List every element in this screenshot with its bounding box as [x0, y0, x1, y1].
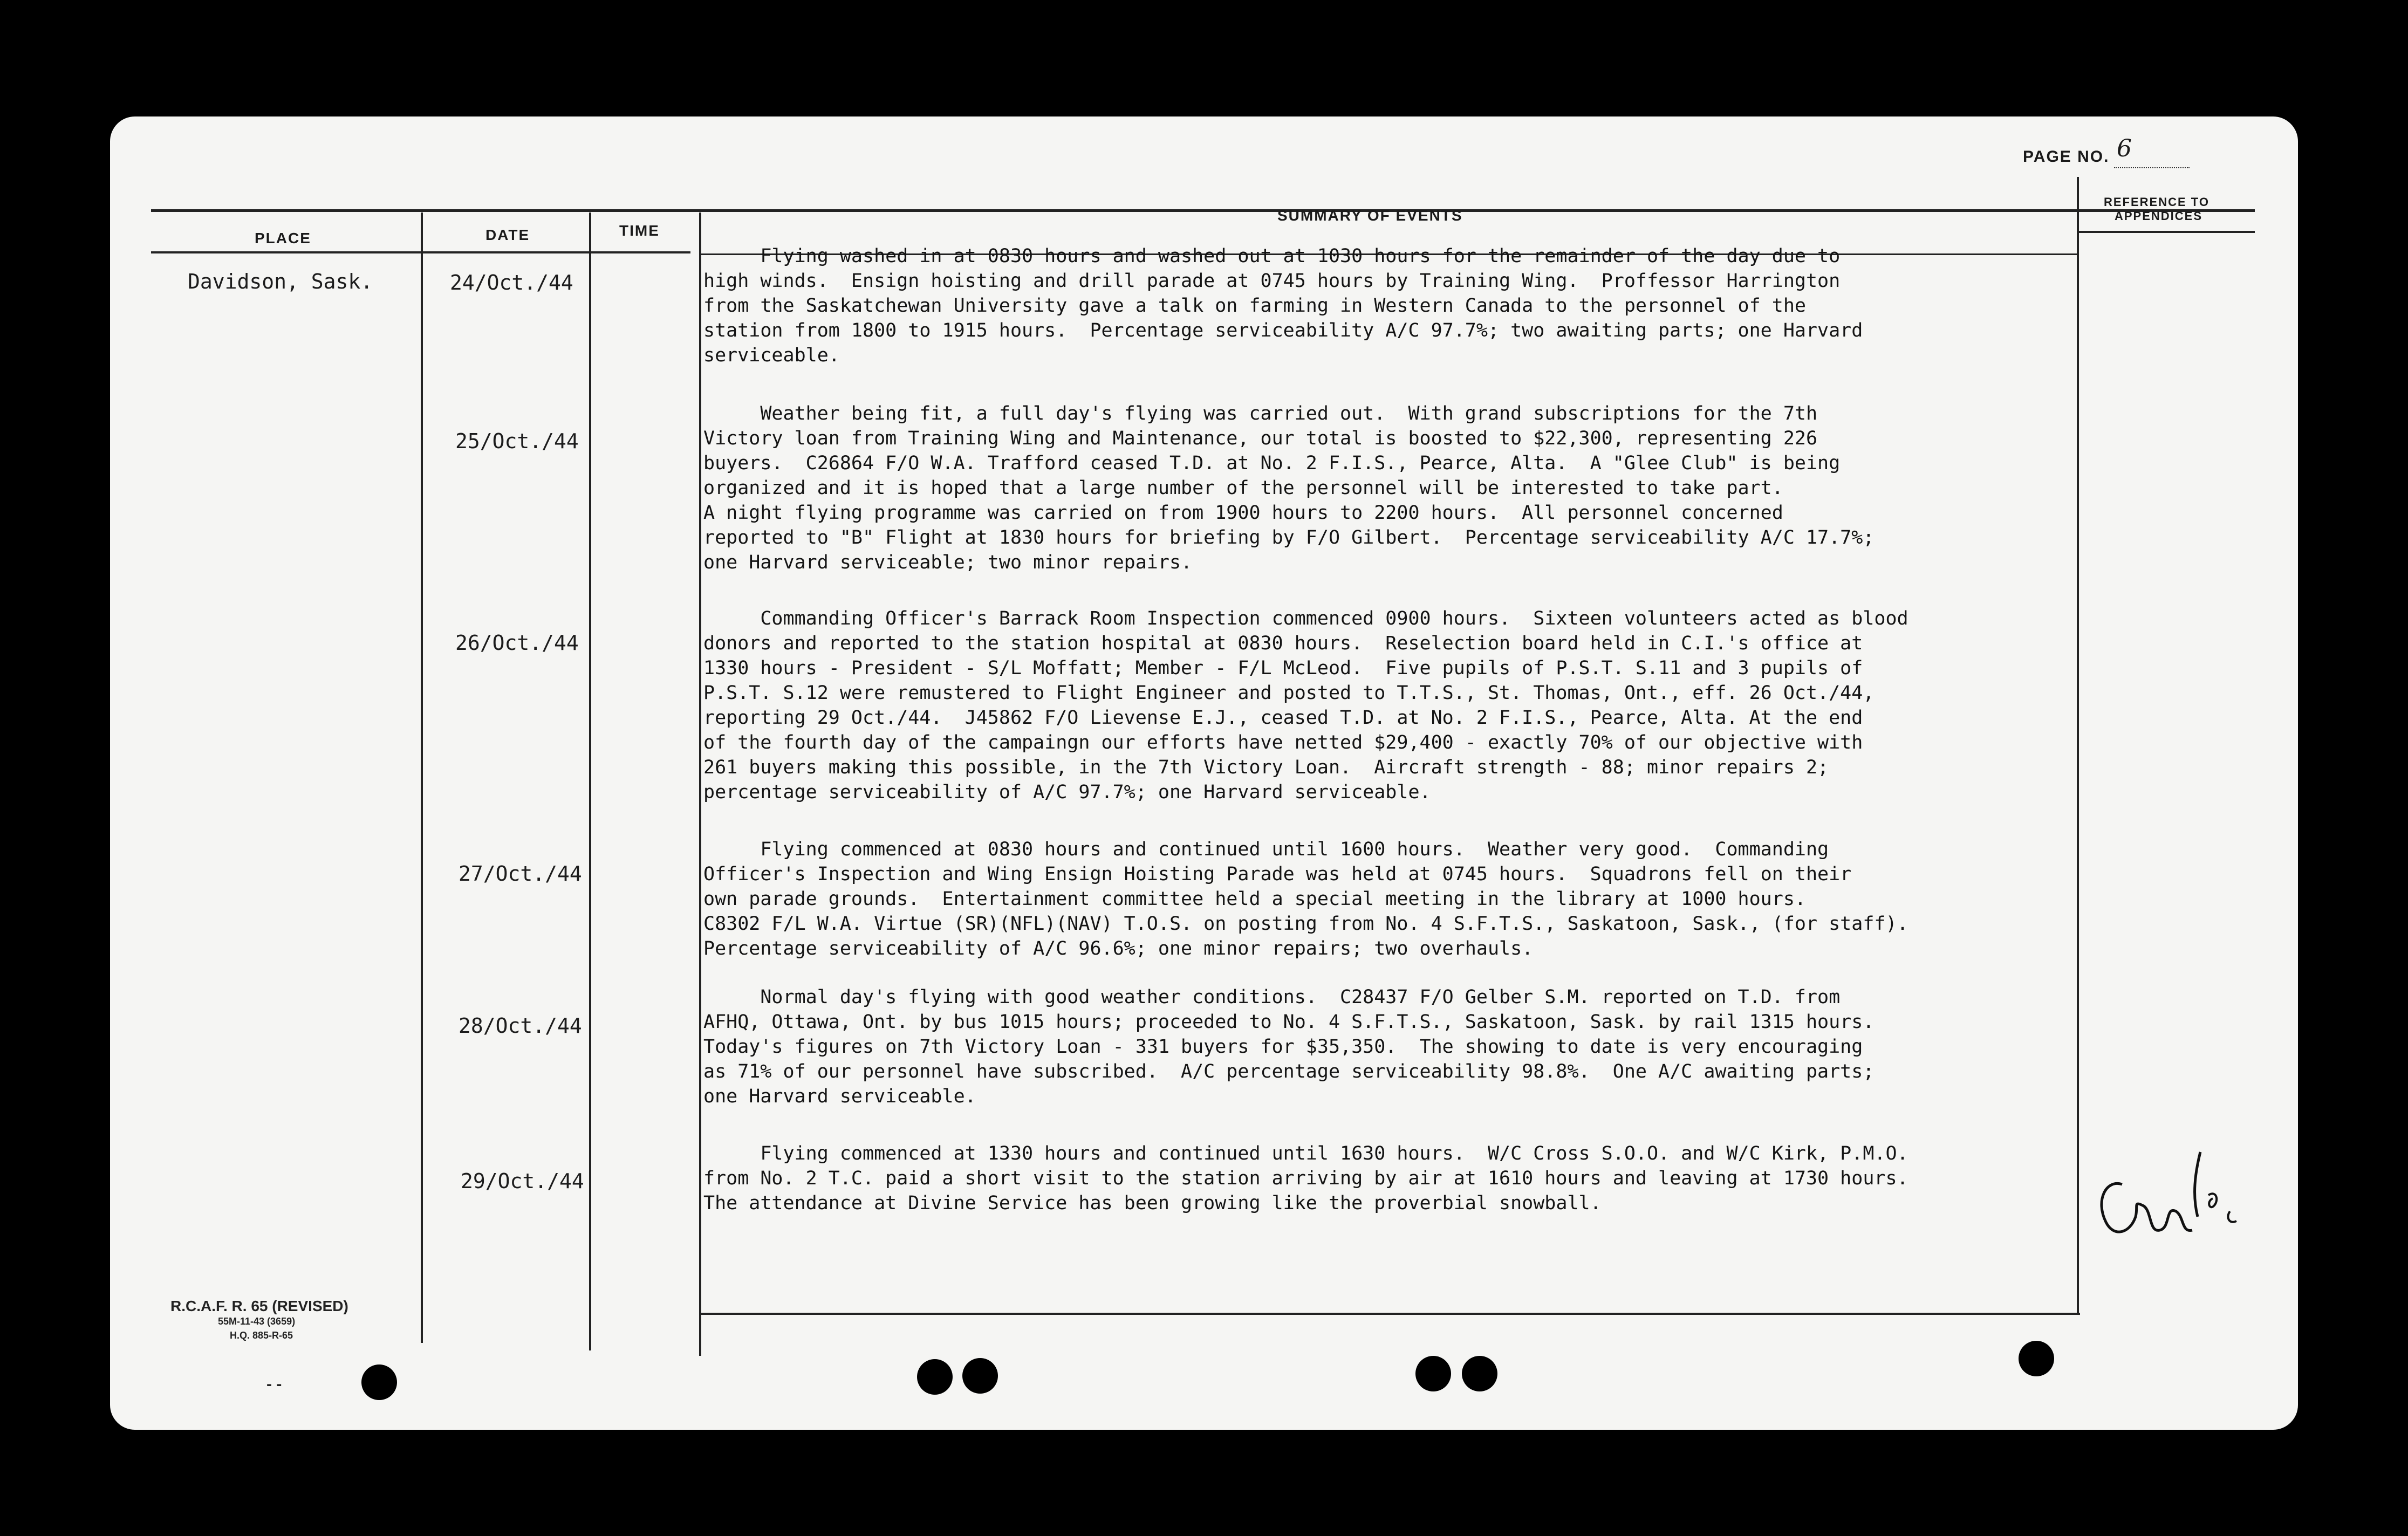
date-cell: 27/Oct./44 — [459, 862, 582, 886]
summary-line: A night flying programme was carried on from 1900 hours to 2200 hours. All personnel concerned — [703, 502, 1783, 524]
summary-line: Victory loan from Training Wing and Maintenance, our total is boosted to $22,300, representing 226 — [703, 428, 1818, 449]
summary-entry — [703, 244, 2208, 368]
page-number-label: PAGE NO. — [2023, 148, 2110, 166]
column-header-summary: SUMMARY OF EVENTS — [1277, 207, 1463, 224]
summary-line: Flying washed in at 0830 hours and washed out at 1030 hours for the remainder of the day due to — [703, 245, 1841, 267]
column-divider-place-date — [421, 212, 423, 1343]
summary-line: high winds. Ensign hoisting and drill parade at 0745 hours by Training Wing. Proffessor Harrington — [703, 270, 1841, 292]
summary-line: reporting 29 Oct./44. J45862 F/O Lievense E.J., ceased T.D. at No. 2 F.I.S., Pearce, Alta. At the end — [703, 707, 1863, 729]
summary-line: one Harvard serviceable; two minor repairs. — [703, 552, 1193, 573]
summary-line: The attendance at Divine Service has been growing like the proverbial snowball. — [703, 1192, 1602, 1214]
summary-line: Today's figures on 7th Victory Loan - 331 buyers for $35,350. The showing to date is very encouraging — [703, 1036, 1863, 1058]
column-header-date: DATE — [485, 227, 530, 243]
column-header-reference-1: REFERENCE TO — [2104, 195, 2209, 209]
summary-line: percentage serviceability of A/C 97.7%; one Harvard serviceable. — [703, 781, 1431, 803]
summary-entry — [703, 1141, 2208, 1216]
record-sheet — [110, 116, 2298, 1430]
summary-entry — [703, 985, 2208, 1109]
summary-line: donors and reported to the station hospital at 0830 hours. Reselection board held in C.I.'s office at — [703, 633, 1863, 654]
page-number-value: 6 — [2117, 135, 2133, 162]
punch-hole — [917, 1359, 953, 1395]
summary-line: Normal day's flying with good weather conditions. C28437 F/O Gelber S.M. reported on T.D. from — [703, 986, 1841, 1008]
summary-line: C8302 F/L W.A. Virtue (SR)(NFL)(NAV) T.O.S. on posting from No. 4 S.F.T.S., Saskatoon, Sask., (for staff). — [703, 913, 1908, 935]
summary-line: own parade grounds. Entertainment committee held a special meeting in the library at 1000 hours. — [703, 888, 1806, 910]
date-cell: 28/Oct./44 — [459, 1014, 582, 1038]
summary-entry — [703, 606, 2208, 805]
summary-line: one Harvard serviceable. — [703, 1086, 976, 1107]
summary-entry — [703, 837, 2208, 961]
punch-hole — [1415, 1356, 1451, 1391]
summary-bottom-rule — [699, 1313, 2080, 1315]
summary-line: Flying commenced at 0830 hours and continued until 1600 hours. Weather very good. Commanding — [703, 839, 1829, 860]
handwritten-initials — [2084, 1130, 2246, 1260]
column-header-place: PLACE — [255, 230, 311, 246]
punch-hole — [1462, 1356, 1497, 1391]
summary-line: from the Saskatchewan University gave a talk on farming in Western Canada to the personnel of the — [703, 295, 1806, 317]
date-cell: 25/Oct./44 — [455, 429, 579, 453]
punch-hole — [361, 1364, 397, 1400]
summary-line: Percentage serviceability of A/C 96.6%; one minor repairs; two overhauls. — [703, 938, 1534, 959]
column-header-reference-2: APPENDICES — [2115, 209, 2203, 223]
summary-line: 1330 hours - President - S/L Moffatt; Member - F/L McLeod. Five pupils of P.S.T. S.11 and 3 pupils of — [703, 657, 1863, 679]
header-bottom-rule-right — [2079, 231, 2255, 233]
date-cell: 26/Oct./44 — [455, 631, 579, 655]
summary-line: AFHQ, Ottawa, Ont. by bus 1015 hours; proceeded to No. 4 S.F.T.S., Saskatoon, Sask. by rail 1315 hours. — [703, 1011, 1875, 1033]
summary-line: from No. 2 T.C. paid a short visit to the station arriving by air at 1610 hours and leaving at 1730 hours. — [703, 1168, 1908, 1189]
punch-hole — [2019, 1341, 2054, 1376]
summary-line: 261 buyers making this possible, in the 7th Victory Loan. Aircraft strength - 88; minor repairs 2; — [703, 757, 1829, 778]
summary-line: Officer's Inspection and Wing Ensign Hoisting Parade was held at 0745 hours. Squadrons fell on their — [703, 863, 1852, 885]
margin-mark: - - — [266, 1375, 282, 1393]
summary-line: buyers. C26864 F/O W.A. Trafford ceased T.D. at No. 2 F.I.S., Pearce, Alta. A "Glee Club" is being — [703, 452, 1841, 474]
header-top-rule — [151, 209, 2255, 212]
column-header-time: TIME — [619, 222, 660, 239]
date-cell: 24/Oct./44 — [450, 271, 573, 294]
column-divider-date-time — [589, 212, 591, 1350]
summary-line: P.S.T. S.12 were remustered to Flight Engineer and posted to T.T.S., St. Thomas, Ont., eff. 26 Oct./44, — [703, 682, 1875, 704]
column-divider-time-summary — [699, 212, 701, 1356]
summary-line: reported to "B" Flight at 1830 hours for briefing by F/O Gilbert. Percentage serviceability A/C 17.7%; — [703, 527, 1875, 548]
summary-line: organized and it is hoped that a large number of the personnel will be interested to take part. — [703, 477, 1783, 499]
form-hq-code: H.Q. 885-R-65 — [230, 1330, 293, 1341]
summary-line: serviceable. — [703, 345, 840, 366]
summary-line: as 71% of our personnel have subscribed. A/C percentage serviceability 98.8%. One A/C awaiting parts; — [703, 1061, 1875, 1082]
form-print-code: 55M-11-43 (3659) — [218, 1316, 296, 1327]
place-cell: Davidson, Sask. — [188, 270, 373, 293]
punch-hole — [962, 1358, 998, 1394]
summary-line: Flying commenced at 1330 hours and continued until 1630 hours. W/C Cross S.O.O. and W/C Kirk, P.M.O. — [703, 1143, 1908, 1164]
page-number-underline — [2114, 166, 2190, 168]
summary-line: Weather being fit, a full day's flying was carried out. With grand subscriptions for the 7th — [703, 403, 1818, 424]
summary-line: Commanding Officer's Barrack Room Inspection commenced 0900 hours. Sixteen volunteers acted as blood — [703, 608, 1908, 629]
date-cell: 29/Oct./44 — [461, 1169, 584, 1193]
summary-line: of the fourth day of the campaingn our efforts have netted $29,400 - exactly 70% of our objective with — [703, 732, 1863, 753]
summary-entry — [703, 401, 2208, 575]
form-number: R.C.A.F. R. 65 (REVISED) — [170, 1298, 348, 1314]
summary-line: station from 1800 to 1915 hours. Percentage serviceability A/C 97.7%; two awaiting parts; one Harvard — [703, 320, 1863, 341]
